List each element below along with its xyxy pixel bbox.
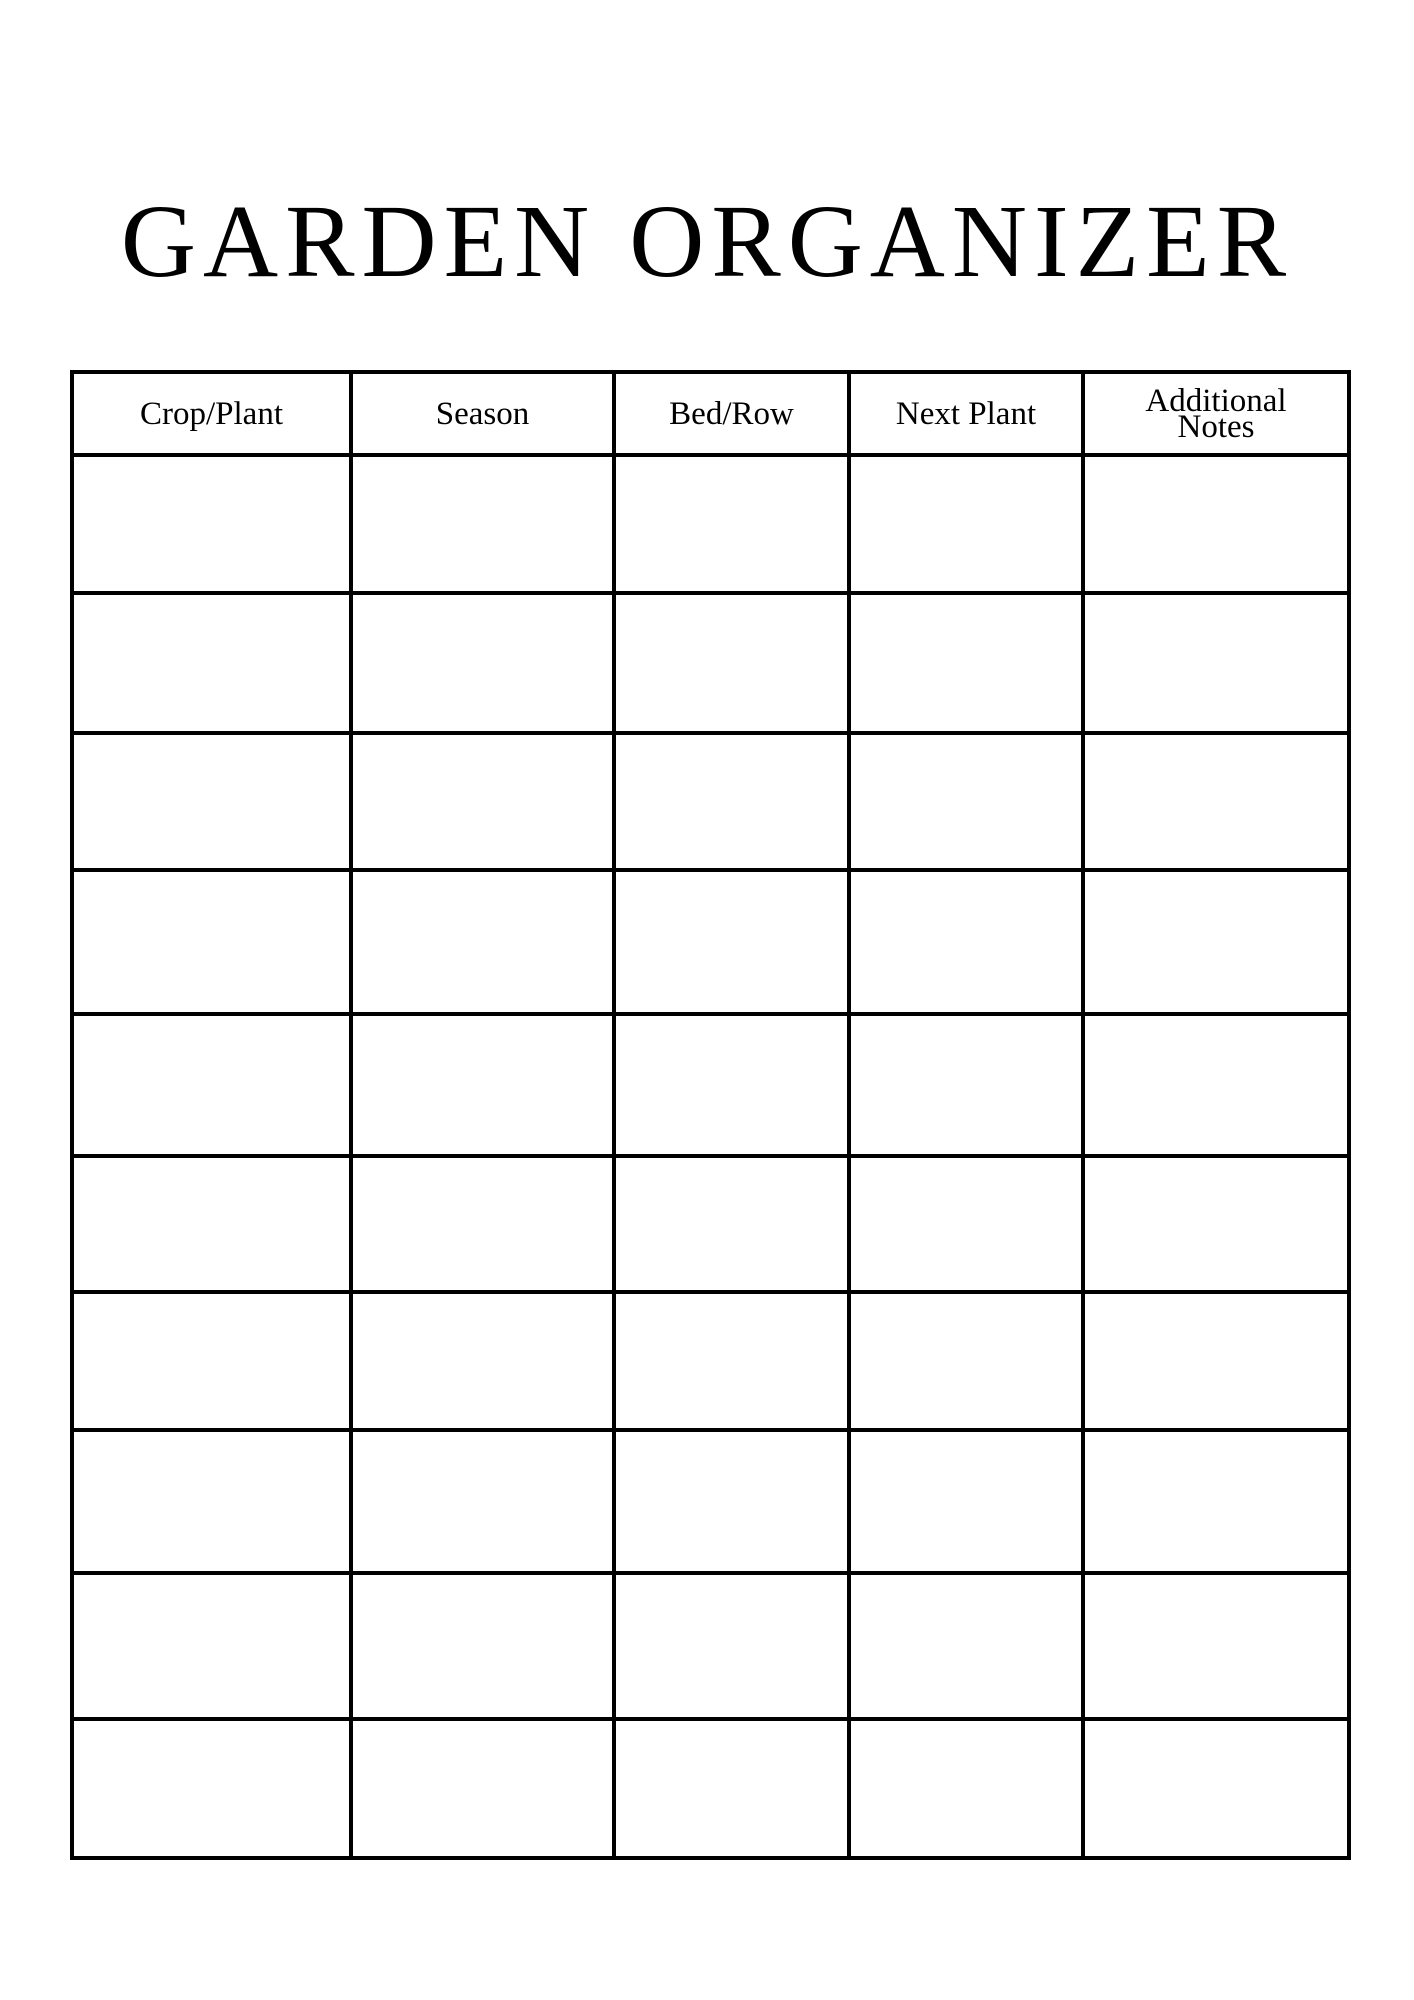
cell-additional-notes[interactable] — [1083, 1014, 1349, 1156]
cell-additional-notes[interactable] — [1083, 1430, 1349, 1573]
cell-bed-row[interactable] — [614, 1292, 849, 1430]
cell-crop-plant[interactable] — [72, 1430, 351, 1573]
cell-next-plant[interactable] — [849, 1014, 1083, 1156]
garden-organizer-table — [70, 370, 1351, 1860]
cell-season[interactable] — [351, 1156, 614, 1292]
cell-season[interactable] — [351, 1719, 614, 1858]
cell-next-plant[interactable] — [849, 870, 1083, 1014]
cell-bed-row[interactable] — [614, 1156, 849, 1292]
table-row — [72, 1156, 1349, 1292]
cell-crop-plant[interactable] — [72, 1573, 351, 1719]
column-header-next-plant: Next Plant — [849, 372, 1083, 455]
cell-crop-plant[interactable] — [72, 870, 351, 1014]
table-row — [72, 870, 1349, 1014]
cell-season[interactable] — [351, 733, 614, 870]
header-line-1: Additional — [1145, 382, 1287, 419]
cell-additional-notes[interactable] — [1083, 733, 1349, 870]
cell-bed-row[interactable] — [614, 1573, 849, 1719]
cell-bed-row[interactable] — [614, 1719, 849, 1858]
table-row — [72, 733, 1349, 870]
header-line-2: Notes — [1177, 408, 1255, 445]
cell-additional-notes[interactable] — [1083, 455, 1349, 593]
page-title: GARDEN ORGANIZER — [120, 183, 1294, 299]
column-header-bed-row: Bed/Row — [614, 372, 849, 455]
table-row — [72, 593, 1349, 733]
cell-next-plant[interactable] — [849, 1156, 1083, 1292]
cell-season[interactable] — [351, 1292, 614, 1430]
table-row — [72, 1430, 1349, 1573]
cell-bed-row[interactable] — [614, 1014, 849, 1156]
cell-crop-plant[interactable] — [72, 1719, 351, 1858]
cell-bed-row[interactable] — [614, 455, 849, 593]
table-row — [72, 455, 1349, 593]
column-header-season: Season — [351, 372, 614, 455]
cell-season[interactable] — [351, 870, 614, 1014]
cell-next-plant[interactable] — [849, 593, 1083, 733]
cell-next-plant[interactable] — [849, 455, 1083, 593]
cell-additional-notes[interactable] — [1083, 870, 1349, 1014]
cell-crop-plant[interactable] — [72, 1014, 351, 1156]
table-row — [72, 1292, 1349, 1430]
cell-bed-row[interactable] — [614, 870, 849, 1014]
cell-next-plant[interactable] — [849, 1573, 1083, 1719]
column-header-crop-plant: Crop/Plant — [72, 372, 351, 455]
table-row — [72, 1014, 1349, 1156]
cell-additional-notes[interactable] — [1083, 1156, 1349, 1292]
cell-next-plant[interactable] — [849, 1292, 1083, 1430]
table-row — [72, 1573, 1349, 1719]
cell-crop-plant[interactable] — [72, 733, 351, 870]
column-header-additional-notes — [1083, 372, 1349, 455]
cell-season[interactable] — [351, 1430, 614, 1573]
cell-additional-notes[interactable] — [1083, 1719, 1349, 1858]
cell-bed-row[interactable] — [614, 593, 849, 733]
table-body — [72, 455, 1349, 1858]
cell-next-plant[interactable] — [849, 733, 1083, 870]
table-header-row — [72, 372, 1349, 455]
cell-bed-row[interactable] — [614, 1430, 849, 1573]
cell-next-plant[interactable] — [849, 1430, 1083, 1573]
cell-additional-notes[interactable] — [1083, 593, 1349, 733]
cell-additional-notes[interactable] — [1083, 1292, 1349, 1430]
table-row — [72, 1719, 1349, 1858]
cell-season[interactable] — [351, 593, 614, 733]
cell-additional-notes[interactable] — [1083, 1573, 1349, 1719]
cell-next-plant[interactable] — [849, 1719, 1083, 1858]
cell-crop-plant[interactable] — [72, 1292, 351, 1430]
cell-crop-plant[interactable] — [72, 1156, 351, 1292]
cell-crop-plant[interactable] — [72, 455, 351, 593]
cell-season[interactable] — [351, 455, 614, 593]
cell-season[interactable] — [351, 1573, 614, 1719]
cell-season[interactable] — [351, 1014, 614, 1156]
cell-crop-plant[interactable] — [72, 593, 351, 733]
cell-bed-row[interactable] — [614, 733, 849, 870]
